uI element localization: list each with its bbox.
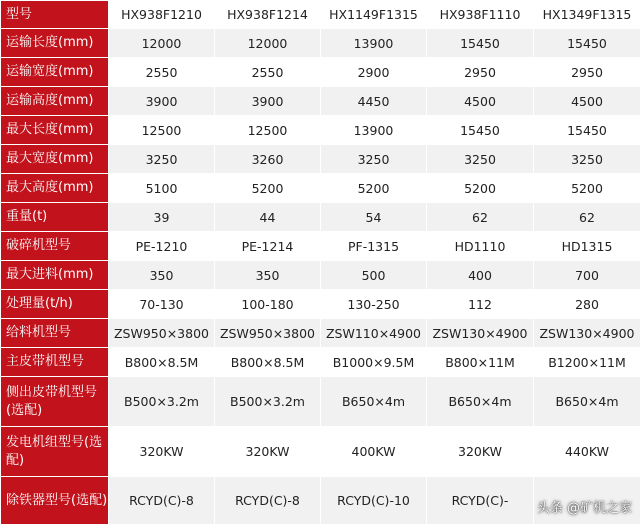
table-row [1,319,640,348]
row-label: 最大长度(mm) [1,116,109,145]
cell: ZSW130×4900 [427,319,534,348]
table-row [1,174,640,203]
table-row [1,58,640,87]
model-header: HX938F1214 [215,1,321,29]
table-row [1,29,640,58]
cell: 3250 [427,145,534,174]
cell: 15450 [534,116,640,145]
cell: RCYD(C)-8 [215,477,321,525]
row-label: 处理量(t/h) [1,290,109,319]
cell: ZSW950×3800 [109,319,215,348]
row-label: 侧出皮带机型号(选配) [1,377,109,427]
cell: 5200 [215,174,321,203]
cell: PF-1315 [321,232,427,261]
cell: B1200×11M [534,348,640,377]
cell: 5200 [427,174,534,203]
cell: RCYD(C)-8 [109,477,215,525]
cell: 112 [427,290,534,319]
cell: 5200 [534,174,640,203]
cell: 44 [215,203,321,232]
model-header: HX938F1210 [109,1,215,29]
cell: B650×4m [321,377,427,427]
row-label: 重量(t) [1,203,109,232]
cell: 130-250 [321,290,427,319]
cell: 2900 [321,58,427,87]
cell: 15450 [427,116,534,145]
cell: 320KW [427,427,534,477]
cell: 2550 [109,58,215,87]
cell: ZSW110×4900 [321,319,427,348]
cell: 62 [427,203,534,232]
row-label: 给料机型号 [1,319,109,348]
cell: 100-180 [215,290,321,319]
cell: 3250 [321,145,427,174]
cell: 280 [534,290,640,319]
cell: 3250 [109,145,215,174]
cell: 700 [534,261,640,290]
cell: B500×3.2m [215,377,321,427]
cell: 3900 [109,87,215,116]
model-header: HX938F1110 [427,1,534,29]
table-row [1,232,640,261]
cell: 350 [215,261,321,290]
cell: 400 [427,261,534,290]
cell: 440KW [534,427,640,477]
cell: 320KW [109,427,215,477]
cell: 15450 [427,29,534,58]
header-row [1,1,640,29]
table-row [1,427,640,477]
table-row [1,87,640,116]
cell: 4500 [427,87,534,116]
cell: 400KW [321,427,427,477]
cell [534,477,640,525]
cell: B800×8.5M [215,348,321,377]
watermark: 头条 @矿机之家 [537,497,632,516]
cell: 2950 [534,58,640,87]
cell: 5100 [109,174,215,203]
cell: 39 [109,203,215,232]
row-label: 最大进料(mm) [1,261,109,290]
row-label: 除铁器型号(选配) [1,477,109,525]
cell: HD1110 [427,232,534,261]
table-row [1,377,640,427]
cell: B650×4m [427,377,534,427]
cell: 62 [534,203,640,232]
cell: B650×4m [534,377,640,427]
cell: B800×8.5M [109,348,215,377]
table-row [1,203,640,232]
cell: 2950 [427,58,534,87]
row-label: 主皮带机型号 [1,348,109,377]
cell: 5200 [321,174,427,203]
row-label: 运输宽度(mm) [1,58,109,87]
cell: B800×11M [427,348,534,377]
cell: RCYD(C)-10 [321,477,427,525]
table-row [1,261,640,290]
row-label: 运输高度(mm) [1,87,109,116]
row-label: 破碎机型号 [1,232,109,261]
cell: PE-1214 [215,232,321,261]
cell: 12000 [109,29,215,58]
cell: 13900 [321,116,427,145]
cell: 12500 [215,116,321,145]
row-label: 运输长度(mm) [1,29,109,58]
table-row [1,348,640,377]
cell: PE-1210 [109,232,215,261]
table-row [1,145,640,174]
cell: 54 [321,203,427,232]
cell: 4450 [321,87,427,116]
cell: 15450 [534,29,640,58]
table-row [1,116,640,145]
cell: 13900 [321,29,427,58]
cell: B500×3.2m [109,377,215,427]
cell: 500 [321,261,427,290]
model-header: HX1349F1315 [534,1,640,29]
cell: ZSW130×4900 [534,319,640,348]
header-label: 型号 [1,1,109,29]
cell: 12500 [109,116,215,145]
cell: 350 [109,261,215,290]
model-header: HX1149F1315 [321,1,427,29]
cell: 3900 [215,87,321,116]
cell: ZSW950×3800 [215,319,321,348]
table-row [1,290,640,319]
cell: HD1315 [534,232,640,261]
cell: 3250 [534,145,640,174]
row-label: 最大高度(mm) [1,174,109,203]
row-label: 最大宽度(mm) [1,145,109,174]
cell: 12000 [215,29,321,58]
cell: 70-130 [109,290,215,319]
cell: 320KW [215,427,321,477]
cell: B1000×9.5M [321,348,427,377]
row-label: 发电机组型号(选配) [1,427,109,477]
cell: 4500 [534,87,640,116]
cell: RCYD(C)- [427,477,534,525]
cell: 3260 [215,145,321,174]
cell: 2550 [215,58,321,87]
table-row [1,477,640,525]
